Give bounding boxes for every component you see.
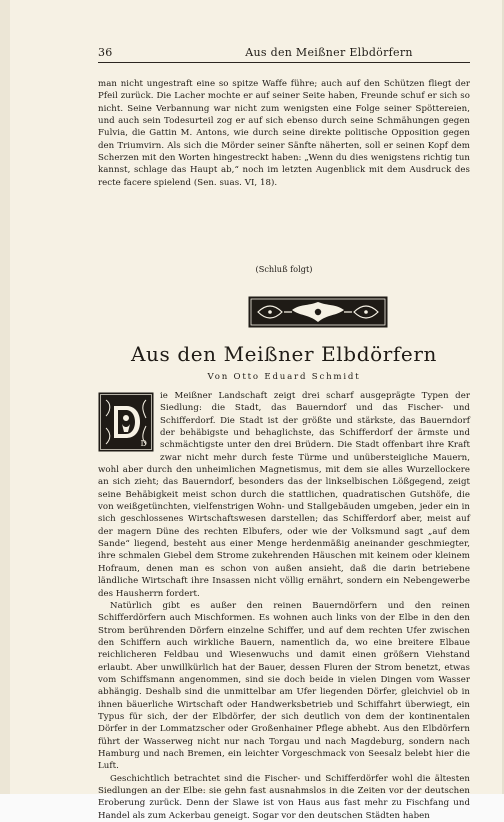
article-author: Von Otto Eduard Schmidt: [207, 372, 361, 382]
body-paragraph: ie Meißner Landschaft zeigt drei scharf ausgeprägte Typen der Siedlung: die Stadt, das Bauerndorf und das Fischer- und Schifferdorf. Die Stadt ist der größte und stärkste, das Bauerndorf der behäbigste und behaglichste, das Schifferdorf der ärmste und schmächtigste unter den drei Brüdern. Die Stadt offenbart ihre Kraft zwar nicht mehr durch feste Türme und unübersteigliche Mauern, wohl aber durch den unheimlichen Magnetismus, mit dem sie alles Wurzellockere an sich zieht; das Bauerndorf, besonders das der linkselbischen Lößgegend, zeigt seine Behäbigkeit meist schon durch die stattlichen, quadratischen Gutshöfe, die von weißgetünchten, vielfenstrigen Wohn- und Stallgebäuden umgeben, jeder ein in sich geschlossenes Wirtschaftswesen darstellen; das Schifferdorf aber, meist auf der magern Düne des rechten Elbufers, oder wie der Volksmund sagt „auf dem Sande“ liegend, besteht aus einer Menge herdenmäßig aneinander geschmiegter, ihre schmalen Giebel dem Strome zukehrenden Häuschen mit keinem oder kleinem Hofraum, denen man es schon von außen ansieht, daß die darin betriebene ländliche Wirtschaft ihre Insassen nicht völlig ernährt, sondern ein Nebengewerbe des Hausherrn fordert.: [98, 391, 470, 599]
ornamental-vignette: [248, 296, 388, 328]
running-title: Aus den Meißner Elbdörfern: [245, 46, 413, 59]
article-body: [98, 390, 470, 822]
header-rule: [98, 62, 470, 63]
page-header: [98, 44, 470, 64]
body-paragraph: Geschichtlich betrachtet sind die Fischer- und Schifferdörfer wohl die ältesten Siedlungen an der Elbe: sie gehn fast ausnahmslos in die Zeiten vor der deutschen Eroberung zurück. Denn der Slawe ist von Haus aus fast mehr zu Fischfang und Handel als zum Ackerbau geneigt. Sogar vor den deutschen Städten haben: [98, 773, 470, 821]
body-paragraph: Natürlich gibt es außer den reinen Bauerndörfern und den reinen Schifferdörfern auch Mischformen. Es wohnen auch links von der Elbe in den den Strom berührenden Dörfern einzelne Schiffer, und auf dem rechten Ufer zwischen den Schiffern auch wirkliche Bauern, namentlich da, wo eine breitere Elbaue reichlicheren Feldbau und Wiesenwuchs und damit einen größern Viehstand erlaubt. Aber unwillkürlich hat der Bauer, dessen Fluren der Strom benetzt, etwas vom Schiffsmann angenommen, sind sie doch beide in vielen Dingen vom Wasser abhängig. Deshalb sind die unmittelbar am Ufer liegenden Dörfer, gleichviel ob in ihnen bäuerliche Wirtschaft oder Handwerksbetrieb und Schiffahrt überwiegt, ein Typus für sich, der der Elbdörfer, der sich deutlich von dem der kontinentalen Dörfer in der Lommatzscher oder Großenhainer Pflege abhebt. Aus den Elbdörfern führt der Wasserweg nicht nur nach Torgau und nach Magdeburg, sondern nach Hamburg und nach Bremen, ein leichter Vorgeschmack von Seesalz belebt hier die Luft.: [98, 600, 470, 772]
continuation-note: (Schluß folgt): [255, 264, 313, 274]
page-number: 36: [98, 46, 113, 59]
article-title: Aus den Meißner Elbdörfern: [130, 342, 437, 366]
illuminated-drop-cap: [98, 392, 154, 452]
dropcap-letter: D: [140, 439, 147, 448]
body-paragraph: man nicht ungestraft eine so spitze Waffe führe; auch auf den Schützen fliegt der Pfeil zurück. Die Lacher mochte er auf seiner Seite haben, Freunde schuf er sich so nicht. Seine Verbannung war nicht zum wenigsten eine Folge seiner Spöttereien, und auch sein Todesurteil zog er auf sich ebenso durch seine Schmähungen gegen Fulvia, die Gattin M. Antons, wie durch seine direkte politische Opposition gegen den Triumvirn. Als sich die Mörder seiner Sänfte näherten, soll er seinen Kopf dem Scherzen mit den Worten hingestreckt haben: „Wenn du dies wenigstens richtig tun kannst, schlage das Haupt ab,“ noch im letzten Augenblick mit dem Ausdruck des recte facere spielend (Sen. suas. VI, 18).: [98, 79, 470, 188]
previous-article-ending: [98, 78, 470, 189]
